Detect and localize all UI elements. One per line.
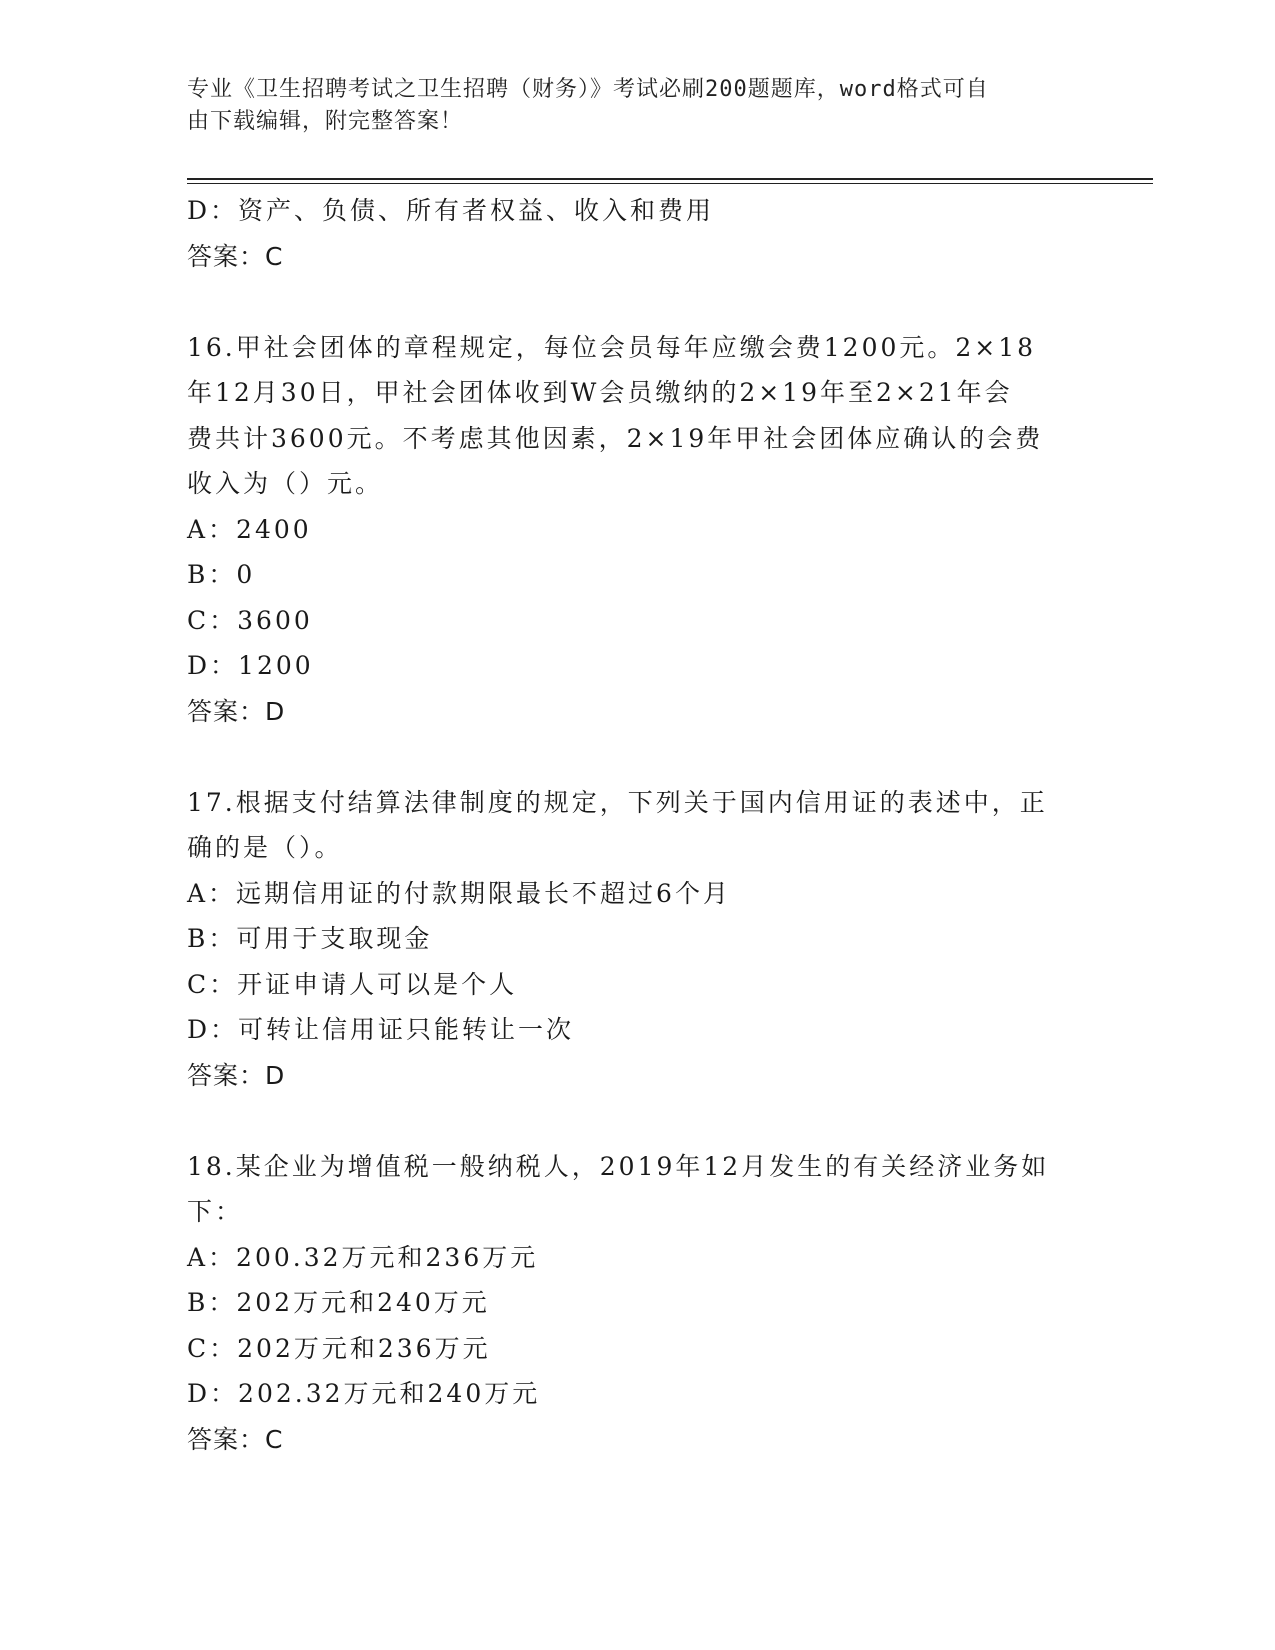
spacer bbox=[187, 734, 1087, 780]
question-text-line: 下： bbox=[187, 1197, 244, 1226]
option-d: D：202.32万元和240万元 bbox=[187, 1379, 541, 1408]
document-header bbox=[187, 74, 1057, 138]
question-text-line: 费共计3600元。不考虑其他因素，2×19年甲社会团体应确认的会费 bbox=[187, 423, 1044, 453]
header-divider-thin bbox=[187, 183, 1153, 184]
option-b: B：0 bbox=[187, 560, 256, 589]
spacer bbox=[187, 279, 1087, 325]
option-b: B：可用于支取现金 bbox=[187, 924, 433, 953]
option-d: D：可转让信用证只能转让一次 bbox=[187, 1015, 575, 1044]
question-text-line: 年12月30日，甲社会团体收到W会员缴纳的2×19年至2×21年会 bbox=[187, 378, 1013, 407]
option-d: D：1200 bbox=[187, 651, 314, 680]
answer: 答案：C bbox=[187, 241, 284, 271]
question-text-line: 16.甲社会团体的章程规定，每位会员每年应缴会费1200元。2×18 bbox=[187, 332, 1037, 362]
question-text-line: 确的是（）。 bbox=[187, 833, 343, 862]
option-c: C：202万元和236万元 bbox=[187, 1333, 491, 1363]
option-c: C：3600 bbox=[187, 605, 313, 635]
question-text-line: 17.根据支付结算法律制度的规定，下列关于国内信用证的表述中，正 bbox=[187, 787, 1048, 817]
option-a: A：2400 bbox=[187, 514, 312, 544]
option-b: B：202万元和240万元 bbox=[187, 1288, 490, 1317]
question-text-line: 18.某企业为增值税一般纳税人，2019年12月发生的有关经济业务如 bbox=[187, 1151, 1050, 1181]
answer: 答案：D bbox=[187, 1060, 286, 1090]
question-15-tail bbox=[187, 188, 1087, 279]
question-17 bbox=[187, 780, 1087, 1099]
header-line-2: 由下载编辑，附完整答案！ bbox=[187, 109, 464, 134]
option-d: D：资产、负债、所有者权益、收入和费用 bbox=[187, 196, 715, 225]
spacer bbox=[187, 1098, 1087, 1144]
answer: 答案：C bbox=[187, 1424, 284, 1454]
header-divider-thick bbox=[187, 178, 1153, 180]
option-a: A：远期信用证的付款期限最长不超过6个月 bbox=[187, 878, 731, 908]
question-16 bbox=[187, 325, 1087, 735]
question-18 bbox=[187, 1144, 1087, 1463]
question-text-line: 收入为（）元。 bbox=[187, 469, 384, 498]
header-line-1: 专业《卫生招聘考试之卫生招聘（财务）》考试必刷200题题库，word格式可自 bbox=[187, 77, 989, 102]
question-list bbox=[187, 188, 1087, 1462]
option-c: C：开证申请人可以是个人 bbox=[187, 969, 518, 999]
option-a: A：200.32万元和236万元 bbox=[187, 1242, 539, 1272]
answer: 答案：D bbox=[187, 696, 286, 726]
